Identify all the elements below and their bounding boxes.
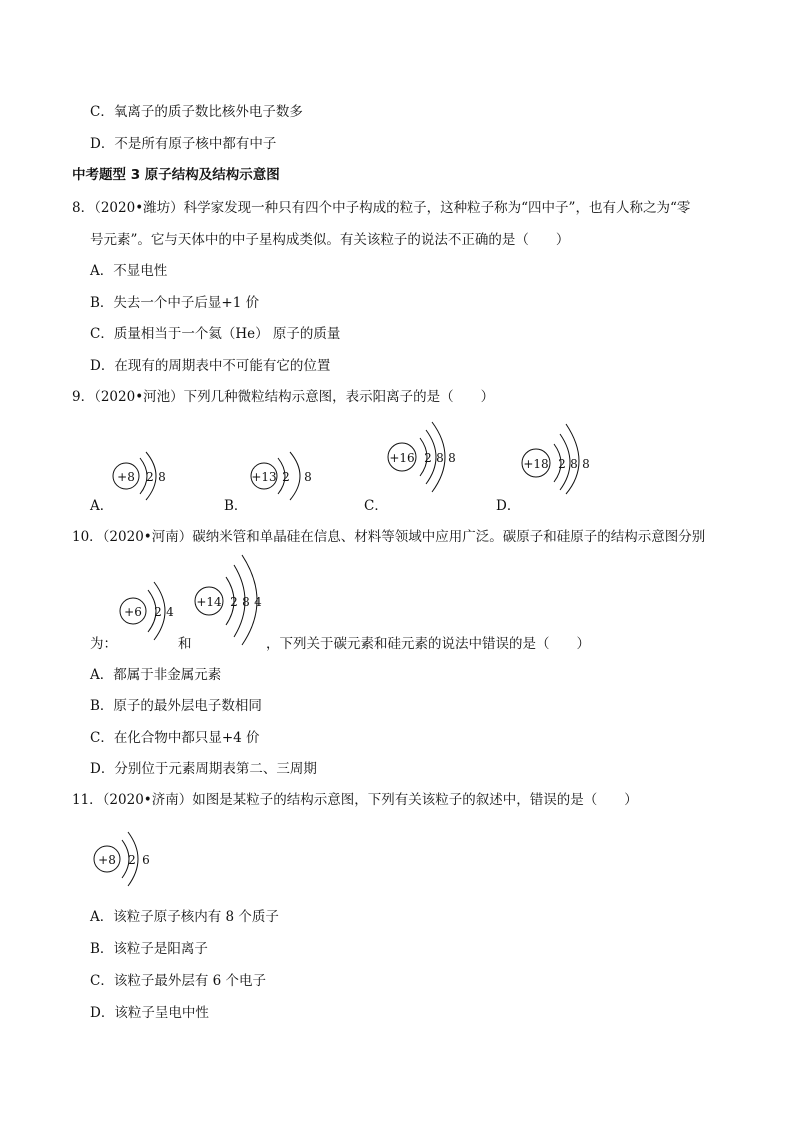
q8-option-b: B．失去一个中子后显+1 价 bbox=[90, 295, 260, 311]
nucleus-charge: +8 bbox=[117, 470, 135, 484]
electron-shell-arc bbox=[290, 452, 300, 500]
q11-option-c: C．该粒子最外层有 6 个电子 bbox=[90, 973, 267, 989]
q9-diagram-b bbox=[248, 450, 338, 505]
shell-electron-count: 2 bbox=[146, 470, 154, 484]
q10-option-b: B．原子的最外层电子数相同 bbox=[90, 698, 262, 714]
q10-option-a: A．都属于非金属元素 bbox=[90, 667, 222, 683]
nucleus-charge: +16 bbox=[389, 451, 415, 465]
q9-option-c-label: C． bbox=[364, 498, 388, 514]
q10-stem-connector: 和 bbox=[178, 636, 192, 652]
nucleus-charge: +8 bbox=[98, 853, 116, 867]
q10-stem-prefix: 为： bbox=[90, 636, 117, 652]
nucleus-charge: +14 bbox=[196, 595, 222, 609]
shell-electron-count: 8 bbox=[448, 451, 456, 465]
shell-electron-count: 8 bbox=[570, 457, 578, 471]
shell-electron-count: 8 bbox=[304, 470, 312, 484]
q9-option-b-label: B． bbox=[224, 498, 248, 514]
q8-option-d: D．在现有的周期表中不可能有它的位置 bbox=[90, 358, 331, 374]
shell-electron-count: 2 bbox=[154, 605, 162, 619]
q10-stem-line1: 10．（2020•河南）碳纳米管和单晶硅在信息、材料等领域中应用广泛。碳原子和硅原子的结构示意图分别 bbox=[72, 529, 706, 545]
q10-option-d: D．分别位于元素周期表第二、三周期 bbox=[90, 761, 317, 777]
shell-electron-count: 8 bbox=[582, 457, 590, 471]
q11-particle-diagram bbox=[90, 830, 170, 890]
q9-stem: 9．（2020•河池）下列几种微粒结构示意图，表示阳离子的是（ ） bbox=[72, 389, 495, 405]
q9-diagram-d bbox=[518, 420, 618, 495]
shell-electron-count: 6 bbox=[142, 853, 150, 867]
shell-electron-count: 2 bbox=[424, 451, 432, 465]
q8-option-c: C．质量相当于一个氦（He） 原子的质量 bbox=[90, 326, 341, 342]
shell-electron-count: 8 bbox=[158, 470, 166, 484]
shell-electron-count: 2 bbox=[282, 470, 290, 484]
q10-option-c: C．在化合物中都只显+4 价 bbox=[90, 730, 260, 746]
shell-electron-count: 4 bbox=[166, 605, 174, 619]
shell-electron-count: 8 bbox=[242, 595, 250, 609]
nucleus-charge: +6 bbox=[124, 605, 142, 619]
q8-stem-line1: 8．（2020•潍坊）科学家发现一种只有四个中子构成的粒子，这种粒子称为“四中子”，也有人称之为“零 bbox=[72, 200, 691, 216]
shell-electron-count: 2 bbox=[558, 457, 566, 471]
shell-electron-count: 4 bbox=[254, 595, 262, 609]
q8-stem-line2: 号元素”。它与天体中的中子星构成类似。有关该粒子的说法不正确的是（ ） bbox=[90, 232, 570, 248]
section-heading: 中考题型 3 原子结构及结构示意图 bbox=[72, 167, 280, 183]
q7-option-c: C．氧离子的质子数比核外电子数多 bbox=[90, 104, 303, 120]
q11-option-a: A．该粒子原子核内有 8 个质子 bbox=[90, 909, 279, 925]
q7-option-d: D．不是所有原子核中都有中子 bbox=[90, 136, 277, 152]
q10-silicon-diagram bbox=[192, 553, 282, 648]
nucleus-charge: +18 bbox=[523, 457, 549, 471]
q8-option-a: A．不显电性 bbox=[90, 263, 168, 279]
nucleus-charge: +13 bbox=[251, 470, 277, 484]
q11-option-b: B．该粒子是阳离子 bbox=[90, 941, 208, 957]
q9-diagram-c bbox=[384, 420, 484, 495]
q9-option-d-label: D． bbox=[496, 498, 521, 514]
q9-diagram-a bbox=[110, 450, 200, 505]
shell-electron-count: 2 bbox=[230, 595, 238, 609]
q10-stem-suffix: ，下列关于碳元素和硅元素的说法中错误的是（ ） bbox=[266, 636, 590, 652]
shell-electron-count: 2 bbox=[128, 853, 136, 867]
q11-option-d: D．该粒子呈电中性 bbox=[90, 1005, 209, 1021]
q9-option-a-label: A． bbox=[90, 498, 114, 514]
shell-electron-count: 8 bbox=[436, 451, 444, 465]
q11-stem: 11．（2020•济南）如图是某粒子的结构示意图，下列有关该粒子的叙述中，错误的是（ ） bbox=[72, 792, 638, 808]
q10-carbon-diagram bbox=[116, 578, 186, 646]
